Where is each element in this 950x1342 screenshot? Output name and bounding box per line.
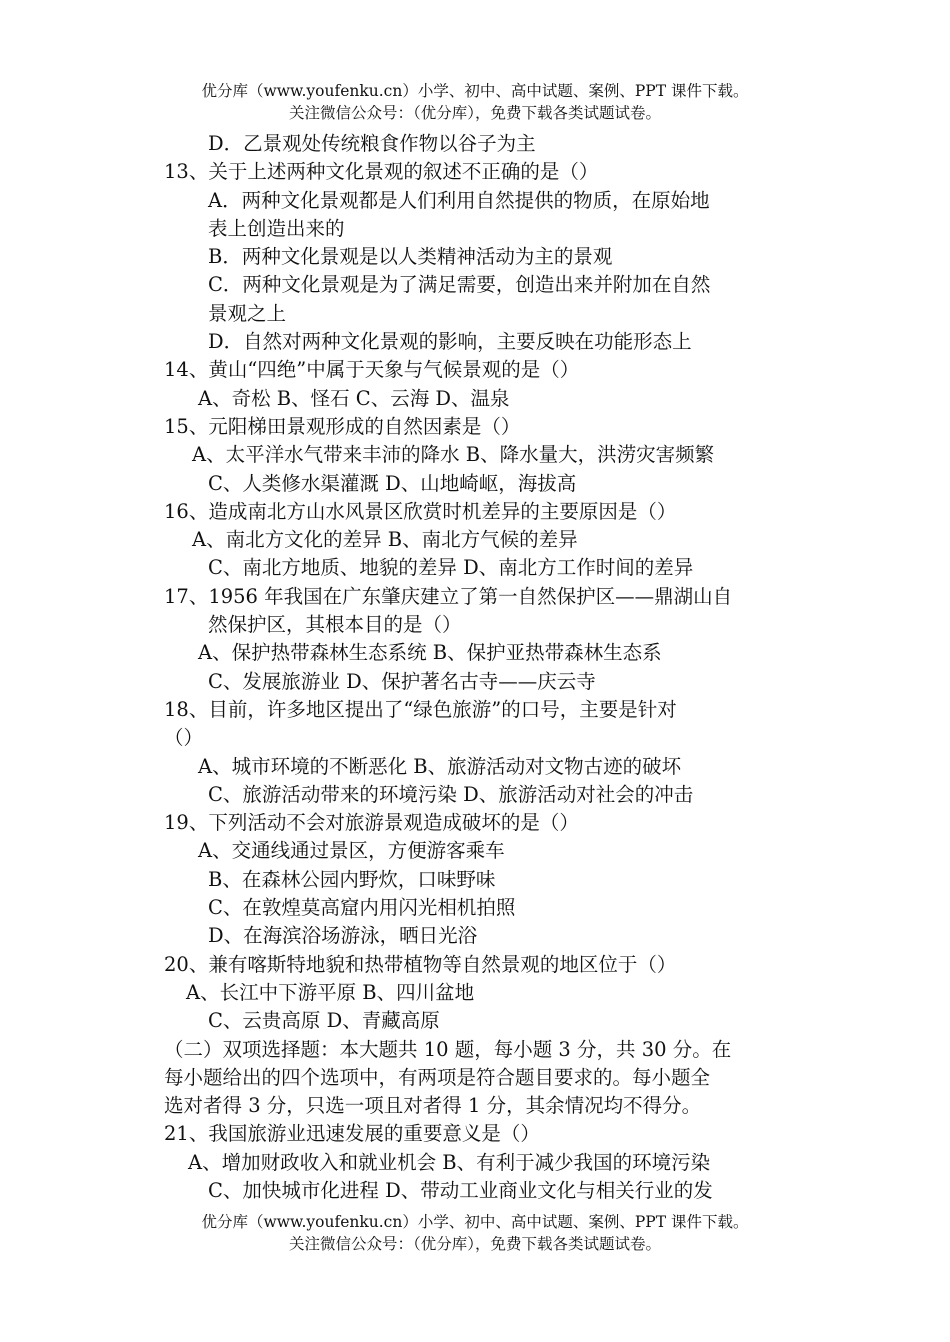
text-line: 选对者得 3 分，只选一项且对者得 1 分，其余情况均不得分。 [164,1094,702,1118]
text-line: B、在森林公园内野炊，口味野味 [208,867,496,891]
text-line: 14、黄山“四绝”中属于天象与气候景观的是（） [164,358,580,382]
text-line: D、在海滨浴场游泳，晒日光浴 [208,924,478,948]
text-line: A．两种文化景观都是人们利用自然提供的物质，在原始地 [208,188,710,212]
text-line: D．乙景观处传统粮食作物以谷子为主 [208,132,536,155]
text-line: 20、兼有喀斯特地貌和热带植物等自然景观的地区位于（） [164,952,677,976]
text-line: C、南北方地质、地貌的差异 D、南北方工作时间的差异 [208,556,694,580]
text-line: 16、造成南北方山水风景区欣赏时机差异的主要原因是（） [164,499,677,523]
page-footer [0,1211,950,1255]
text-line: A、保护热带森林生态系统 B、保护亚热带森林生态系 [198,641,662,665]
text-line: C、人类修水渠灌溉 D、山地崎岖，海拔高 [208,471,577,495]
text-line: 表上创造出来的 [208,216,345,240]
text-line: 景观之上 [208,301,287,325]
text-line: A、城市环境的不断恶化 B、旅游活动对文物古迹的破坏 [198,754,682,778]
text-line: 17、1956 年我国在广东肇庆建立了第一自然保护区——鼎湖山自 [164,584,733,608]
footer-line-1: 优分库（www.youfenku.cn）小学、初中、高中试题、案例、PPT 课件下载。 [201,1213,749,1231]
text-line: A、太平洋水气带来丰沛的降水 B、降水量大，洪涝灾害频繁 [192,443,715,467]
page-header [0,80,950,124]
text-line: C、旅游活动带来的环境污染 D、旅游活动对社会的冲击 [208,782,694,806]
exam-content [164,130,794,1205]
header-line-1: 优分库（www.youfenku.cn）小学、初中、高中试题、案例、PPT 课件下载。 [201,82,749,100]
text-line: 每小题给出的四个选项中，有两项是符合题目要求的。每小题全 [164,1065,711,1089]
text-line: A、南北方文化的差异 B、南北方气候的差异 [192,528,578,552]
text-line: D．自然对两种文化景观的影响，主要反映在功能形态上 [208,330,692,354]
text-line: A、奇松 B、怪石 C、云海 D、温泉 [198,386,510,410]
footer-line-2: 关注微信公众号：（优分库），免费下载各类试题试卷。 [288,1235,661,1253]
text-line: 15、元阳梯田景观形成的自然因素是（） [164,414,521,438]
text-line: A、长江中下游平原 B、四川盆地 [186,980,475,1004]
text-line: 18、目前，许多地区提出了“绿色旅游”的口号，主要是针对 [164,697,677,721]
text-line: C、在敦煌莫高窟内用闪光相机拍照 [208,896,516,920]
text-line: A、增加财政收入和就业机会 B、有利于减少我国的环境污染 [188,1150,711,1174]
text-line: C、加快城市化进程 D、带动工业商业文化与相关行业的发 [208,1178,713,1202]
text-line: 19、下列活动不会对旅游景观造成破坏的是（） [164,811,579,835]
text-line: （） [164,726,204,750]
text-line: 然保护区，其根本目的是（） [208,613,462,637]
text-line: A、交通线通过景区，方便游客乘车 [198,839,505,863]
text-line: C．两种文化景观是为了满足需要，创造出来并附加在自然 [208,273,711,297]
text-line: 21、我国旅游业迅速发展的重要意义是（） [164,1122,540,1146]
text-line: C、发展旅游业 D、保护著名古寺——庆云寺 [208,669,596,693]
text-line: 13、关于上述两种文化景观的叙述不正确的是（） [164,160,599,184]
text-line: B．两种文化景观是以人类精神活动为主的景观 [208,245,613,269]
text-line: C、云贵高原 D、青藏高原 [208,1009,440,1033]
text-line: （二）双项选择题：本大题共 10 题，每小题 3 分，共 30 分。在 [164,1037,732,1061]
header-line-2: 关注微信公众号：（优分库），免费下载各类试题试卷。 [288,104,661,122]
